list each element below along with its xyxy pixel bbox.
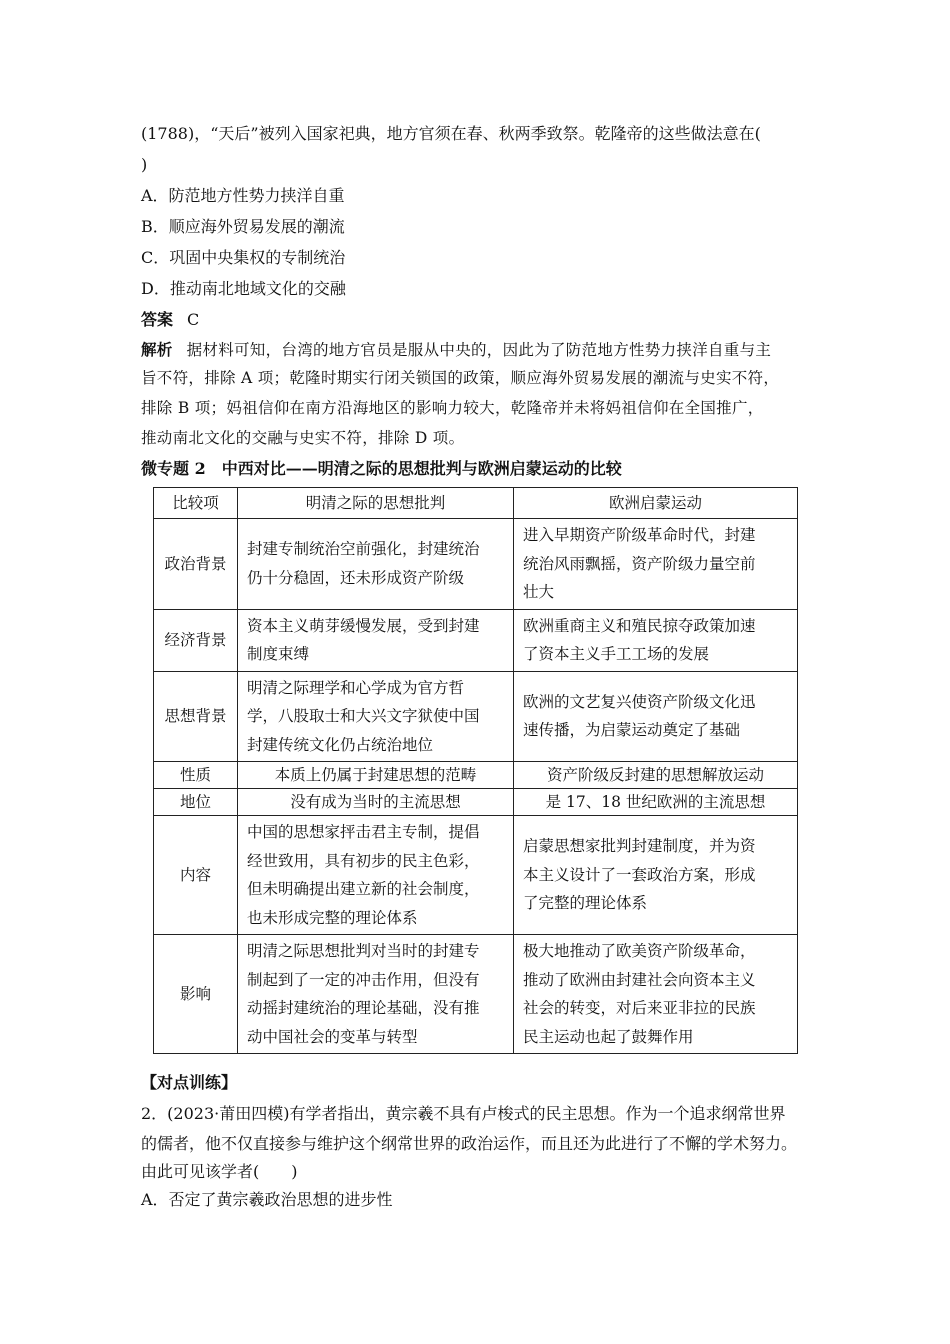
enlightenment-cell: 欧洲重商主义和殖民掠夺政策加速 了资本主义手工工场的发展 [514,609,798,671]
practice-option-a: A．否定了黄宗羲政治思想的进步性 [141,1190,393,1209]
analysis-line-3: 排除 B 项；妈祖信仰在南方沿海地区的影响力较大，乾隆帝并未将妈祖信仰在全国推广， [141,399,764,417]
header-compare-item: 比较项 [154,488,238,519]
enlightenment-cell: 是 17、18 世纪欧洲的主流思想 [514,789,798,816]
answer-line [141,310,199,330]
topic-title: 微专题 2 中西对比——明清之际的思想批判与欧洲启蒙运动的比较 [141,459,622,478]
practice-question-line-1: 2．(2023·莆田四模)有学者指出，黄宗羲不具有卢梭式的民主思想。作为一个追求纲常世界 [141,1104,786,1123]
option-a: A．防范地方性势力挟洋自重 [141,186,345,205]
table-row [154,816,798,935]
row-label: 思想背景 [154,671,238,762]
row-label: 性质 [154,762,238,789]
header-enlightenment: 欧洲启蒙运动 [514,488,798,519]
question-text-line-2: ) [141,155,148,174]
option-c: C．巩固中央集权的专制统治 [141,248,346,267]
row-label: 地位 [154,789,238,816]
practice-heading: 【对点训练】 [141,1073,238,1092]
ming-qing-cell: 明清之际理学和心学成为官方哲 学，八股取士和大兴文字狱使中国 封建传统文化仍占统治地位 [238,671,514,762]
ming-qing-cell: 中国的思想家抨击君主专制，提倡 经世致用，具有初步的民主色彩， 但未明确提出建立新的社会制度， 也未形成完整的理论体系 [238,816,514,935]
option-d: D．推动南北地域文化的交融 [141,279,346,298]
table-row [154,935,798,1054]
row-label: 内容 [154,816,238,935]
analysis-label: 解析 [141,340,173,359]
answer-value: C [187,310,200,329]
ming-qing-cell: 资本主义萌芽缓慢发展，受到封建 制度束缚 [238,609,514,671]
analysis-text: 据材料可知，台湾的地方官员是服从中央的，因此为了防范地方性势力挟洋自重与主 [186,341,772,359]
practice-question-line-3: 由此可见该学者( ) [141,1162,298,1181]
row-label: 经济背景 [154,609,238,671]
row-label: 影响 [154,935,238,1054]
ming-qing-cell: 封建专制统治空前强化，封建统治 仍十分稳固，还未形成资产阶级 [238,519,514,610]
table-header-row [154,488,798,519]
header-ming-qing: 明清之际的思想批判 [238,488,514,519]
ming-qing-cell: 本质上仍属于封建思想的范畴 [238,762,514,789]
ming-qing-cell: 明清之际思想批判对当时的封建专 制起到了一定的冲击作用，但没有 动摇封建统治的理论基础，没有推 动中国社会的变革与转型 [238,935,514,1054]
answer-label: 答案 [141,310,174,329]
analysis-line-4: 推动南北文化的交融与史实不符，排除 D 项。 [141,429,465,447]
analysis-line-1 [141,340,771,360]
enlightenment-cell: 极大地推动了欧美资产阶级革命， 推动了欧洲由封建社会向资本主义 社会的转变，对后来亚非拉的民族 民主运动也起了鼓舞作用 [514,935,798,1054]
option-b: B．顺应海外贸易发展的潮流 [141,217,345,236]
ming-qing-cell: 没有成为当时的主流思想 [238,789,514,816]
analysis-line-2: 旨不符，排除 A 项；乾隆时期实行闭关锁国的政策，顺应海外贸易发展的潮流与史实不符， [141,369,780,387]
enlightenment-cell: 欧洲的文艺复兴使资产阶级文化迅 速传播，为启蒙运动奠定了基础 [514,671,798,762]
table-row [154,609,798,671]
table-row [154,789,798,816]
question-text-line-1: (1788)，“天后”被列入国家祀典，地方官须在春、秋两季致祭。乾隆帝的这些做法意在( [141,124,761,143]
enlightenment-cell: 进入早期资产阶级革命时代，封建 统治风雨飘摇，资产阶级力量空前 壮大 [514,519,798,610]
enlightenment-cell: 启蒙思想家批判封建制度，并为资 本主义设计了一套政治方案，形成 了完整的理论体系 [514,816,798,935]
table-row [154,762,798,789]
table-row [154,671,798,762]
enlightenment-cell: 资产阶级反封建的思想解放运动 [514,762,798,789]
comparison-table [153,487,798,1054]
row-label: 政治背景 [154,519,238,610]
table-row [154,519,798,610]
practice-question-line-2: 的儒者，他不仅直接参与维护这个纲常世界的政治运作，而且还为此进行了不懈的学术努力。 [141,1134,798,1153]
